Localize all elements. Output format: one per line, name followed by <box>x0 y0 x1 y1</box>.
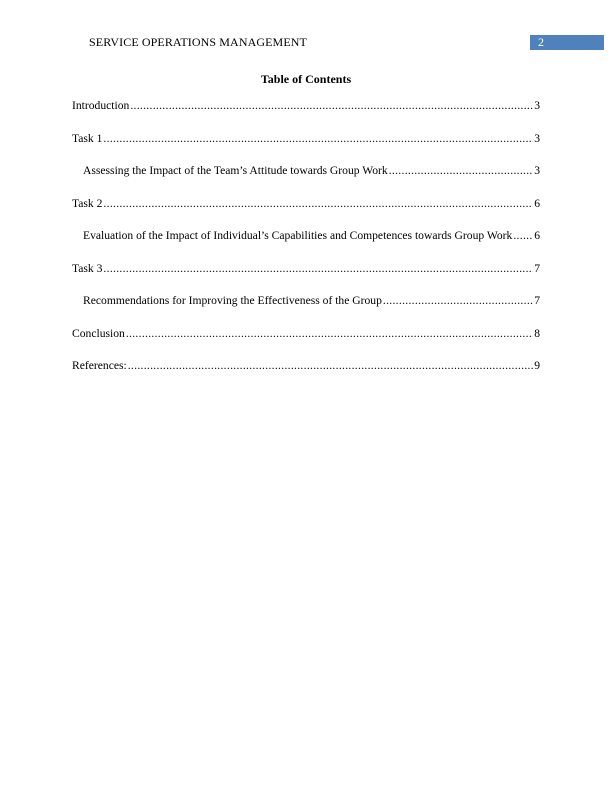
toc-dot-leader <box>103 262 533 276</box>
toc-dot-leader <box>103 132 533 146</box>
toc-entry-task-1[interactable] <box>72 132 540 165</box>
toc-entry-team-attitude[interactable] <box>72 164 540 197</box>
toc-entry-text: References: <box>72 359 127 372</box>
toc-entry-text: Task 2 <box>72 196 103 210</box>
toc-dot-leader <box>126 327 533 341</box>
toc-entry-page: 3 <box>534 164 540 177</box>
toc-entry-text: Assessing the Impact of the Team’s Attitude towards Group Work <box>83 164 388 177</box>
toc-entry-text: Task 3 <box>72 261 103 275</box>
toc-dot-leader <box>513 229 533 243</box>
toc-entry-page: 6 <box>534 229 540 242</box>
toc-entry-task-3[interactable] <box>72 262 540 295</box>
page-number: 2 <box>538 35 544 49</box>
toc-dot-leader <box>128 359 533 373</box>
toc-entry-conclusion[interactable] <box>72 327 540 360</box>
toc-dot-leader <box>103 197 533 211</box>
running-header-title: SERVICE OPERATIONS MANAGEMENT <box>89 35 307 49</box>
toc-entry-text: Conclusion <box>72 326 125 340</box>
toc-dot-leader <box>389 164 534 178</box>
toc-entry-introduction[interactable] <box>72 99 540 132</box>
table-of-contents <box>72 99 540 392</box>
toc-entry-text: Recommendations for Improving the Effectiveness of the Group <box>83 294 382 307</box>
toc-entry-page: 3 <box>534 131 540 145</box>
toc-entry-page: 6 <box>534 196 540 210</box>
toc-entry-individual-capabilities[interactable] <box>72 229 540 262</box>
toc-entry-text: Introduction <box>72 99 130 112</box>
toc-entry-page: 7 <box>534 294 540 307</box>
toc-entry-page: 7 <box>534 261 540 275</box>
toc-dot-leader <box>130 99 533 113</box>
toc-entry-page: 3 <box>534 99 540 112</box>
toc-entry-task-2[interactable] <box>72 197 540 230</box>
toc-heading: Table of Contents <box>260 72 352 86</box>
toc-entry-text: Evaluation of the Impact of Individual’s Capabilities and Competences towards Group Work <box>83 229 513 242</box>
page-number-badge <box>530 35 604 50</box>
toc-entry-recommendations[interactable] <box>72 294 540 327</box>
toc-entry-text: Task 1 <box>72 131 103 145</box>
toc-entry-page: 8 <box>534 326 540 340</box>
toc-entry-page: 9 <box>534 359 540 372</box>
toc-entry-references[interactable] <box>72 359 540 392</box>
toc-dot-leader <box>383 294 533 308</box>
